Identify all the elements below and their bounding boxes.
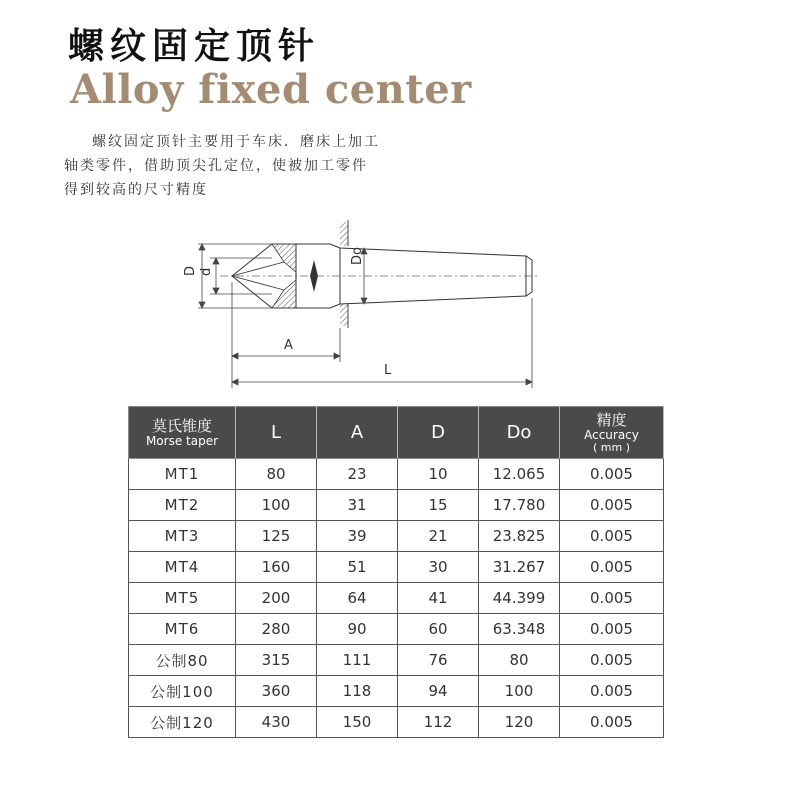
technical-drawing <box>180 212 550 392</box>
table-cell: 112 <box>398 707 479 738</box>
header-a: A <box>317 407 398 459</box>
table-cell: 120 <box>479 707 560 738</box>
specification-table <box>128 406 664 738</box>
table-cell: 31 <box>317 490 398 521</box>
table-row <box>129 676 664 707</box>
do-label: Do <box>350 247 365 265</box>
table-cell: 0.005 <box>560 707 664 738</box>
header-do: Do <box>479 407 560 459</box>
diamond-mark <box>310 260 318 292</box>
table-cell: 118 <box>317 676 398 707</box>
l-label: L <box>384 363 392 378</box>
table-cell: 100 <box>479 676 560 707</box>
table-row <box>129 552 664 583</box>
table-cell: 60 <box>398 614 479 645</box>
table-row <box>129 521 664 552</box>
table-header-row <box>129 407 664 459</box>
table-cell: 0.005 <box>560 552 664 583</box>
header-l: L <box>236 407 317 459</box>
description-line: 轴类零件，借助顶尖孔定位，使被加工零件 <box>64 158 368 174</box>
table-cell: 80 <box>479 645 560 676</box>
table-row <box>129 583 664 614</box>
table-row <box>129 614 664 645</box>
table-cell: 430 <box>236 707 317 738</box>
table-cell: 51 <box>317 552 398 583</box>
l-dimension <box>232 298 532 388</box>
table-row <box>129 490 664 521</box>
table-cell: 21 <box>398 521 479 552</box>
table-cell: 150 <box>317 707 398 738</box>
table-cell: 0.005 <box>560 676 664 707</box>
table-cell: 280 <box>236 614 317 645</box>
table-cell: 0.005 <box>560 614 664 645</box>
table-row <box>129 645 664 676</box>
table-cell: 200 <box>236 583 317 614</box>
table-cell: 80 <box>236 459 317 490</box>
table-cell: 360 <box>236 676 317 707</box>
table-cell: 10 <box>398 459 479 490</box>
table-cell: 0.005 <box>560 459 664 490</box>
table-cell: 160 <box>236 552 317 583</box>
table-cell: 31.267 <box>479 552 560 583</box>
table-cell: 63.348 <box>479 614 560 645</box>
table-cell: 41 <box>398 583 479 614</box>
table-cell: 111 <box>317 645 398 676</box>
table-cell: 15 <box>398 490 479 521</box>
table-cell-model: 公制120 <box>129 707 236 738</box>
header-d: D <box>398 407 479 459</box>
table-cell-model: MT6 <box>129 614 236 645</box>
page-title-chinese: 螺纹固定顶针 <box>68 26 321 67</box>
table-cell: 0.005 <box>560 490 664 521</box>
table-cell: 39 <box>317 521 398 552</box>
table-cell: 23.825 <box>479 521 560 552</box>
table-cell-model: MT1 <box>129 459 236 490</box>
table-cell: 0.005 <box>560 583 664 614</box>
description-line: 螺纹固定顶针主要用于车床．磨床上加工 <box>92 134 380 150</box>
page-title-english: Alloy fixed center <box>70 66 472 113</box>
description-line: 得到较高的尺寸精度 <box>64 182 208 198</box>
table-cell: 17.780 <box>479 490 560 521</box>
table-cell-model: MT4 <box>129 552 236 583</box>
table-cell: 44.399 <box>479 583 560 614</box>
product-description <box>64 130 444 202</box>
table-cell: 23 <box>317 459 398 490</box>
table-cell-model: MT2 <box>129 490 236 521</box>
table-body <box>129 459 664 738</box>
table-cell: 0.005 <box>560 521 664 552</box>
table-cell: 90 <box>317 614 398 645</box>
table-cell: 64 <box>317 583 398 614</box>
d-outer-label: D <box>183 265 198 276</box>
table-cell-model: 公制80 <box>129 645 236 676</box>
a-label: A <box>284 338 293 353</box>
table-cell: 12.065 <box>479 459 560 490</box>
table-cell: 30 <box>398 552 479 583</box>
d-inner-label: d <box>199 267 214 276</box>
table-cell-model: MT5 <box>129 583 236 614</box>
table-cell-model: MT3 <box>129 521 236 552</box>
chuck-wall <box>340 220 348 328</box>
table-row <box>129 707 664 738</box>
table-row <box>129 459 664 490</box>
header-accuracy: 精度 Accuracy ( mm ) <box>560 407 664 459</box>
table-cell: 94 <box>398 676 479 707</box>
table-cell: 0.005 <box>560 645 664 676</box>
table-cell-model: 公制100 <box>129 676 236 707</box>
table-cell: 100 <box>236 490 317 521</box>
table-cell: 76 <box>398 645 479 676</box>
header-morse-taper: 莫氏锥度 Morse taper <box>129 407 236 459</box>
table-cell: 125 <box>236 521 317 552</box>
table-cell: 315 <box>236 645 317 676</box>
